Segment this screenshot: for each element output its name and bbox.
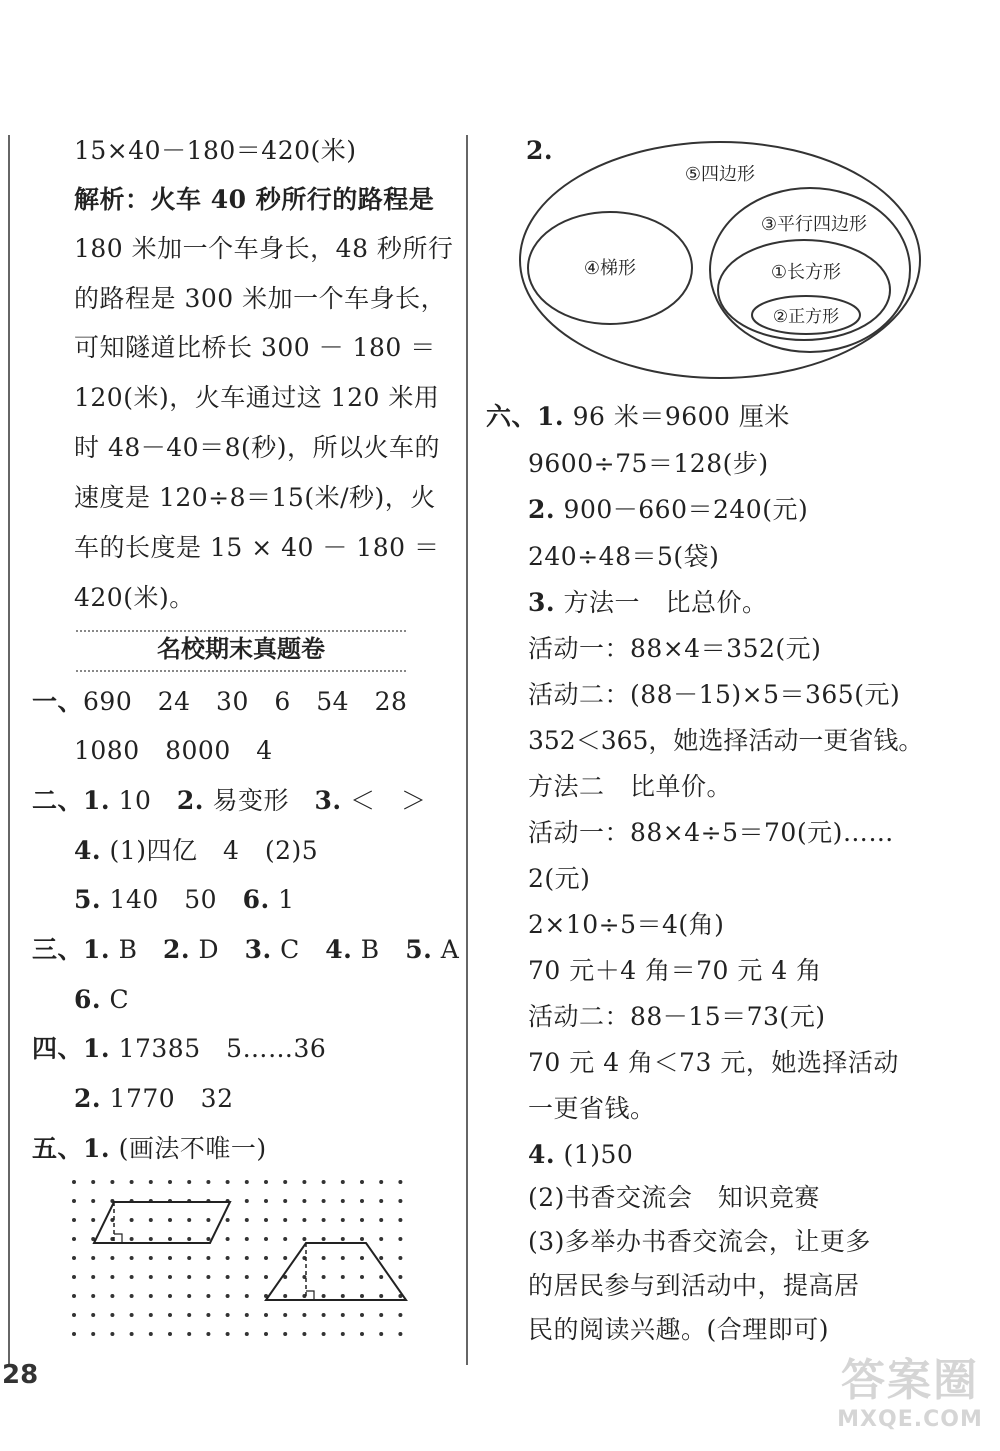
q5-1-num: 1. bbox=[83, 1134, 111, 1163]
grid-dot bbox=[168, 1180, 172, 1184]
grid-dot bbox=[187, 1313, 191, 1317]
grid-dot bbox=[72, 1256, 76, 1260]
grid-dot bbox=[341, 1275, 345, 1279]
grid-dot bbox=[245, 1294, 249, 1298]
column-divider bbox=[466, 135, 468, 1365]
q4-line-b bbox=[74, 1081, 234, 1117]
q6-4-num: 4. bbox=[528, 1140, 556, 1169]
q6-3-line-9: 活动二：88－15＝73(元) bbox=[528, 1002, 826, 1031]
q2-5-ans: 140 50 bbox=[101, 885, 243, 914]
section-divider-bottom bbox=[76, 670, 406, 672]
grid-dot bbox=[149, 1275, 153, 1279]
left-margin-rule bbox=[8, 135, 10, 1365]
grid-dot bbox=[206, 1218, 210, 1222]
q6-4-ans: (1)50 bbox=[555, 1140, 634, 1169]
grid-dot bbox=[91, 1180, 95, 1184]
grid-dot bbox=[283, 1332, 287, 1336]
q3-5-ans: A bbox=[432, 935, 460, 964]
grid-dot bbox=[226, 1332, 230, 1336]
grid-dot bbox=[187, 1256, 191, 1260]
grid-dot bbox=[398, 1180, 402, 1184]
q6-1-ans: 96 米＝9600 厘米 bbox=[564, 402, 790, 431]
q6-3-line-4: 方法二 比单价。 bbox=[528, 772, 733, 801]
grid-dot bbox=[130, 1275, 134, 1279]
grid-dot bbox=[322, 1237, 326, 1241]
grid-dot bbox=[130, 1332, 134, 1336]
grid-dot bbox=[206, 1275, 210, 1279]
grid-dot bbox=[398, 1275, 402, 1279]
grid-dot bbox=[322, 1313, 326, 1317]
grid-dot bbox=[206, 1332, 210, 1336]
grid-dot bbox=[187, 1275, 191, 1279]
q6-3-line-8: 70 元＋4 角＝70 元 4 角 bbox=[528, 956, 822, 985]
q6-3-line-1: 活动一：88×4＝352(元) bbox=[528, 634, 822, 663]
grid-dot bbox=[302, 1218, 306, 1222]
left-line-2 bbox=[74, 182, 434, 218]
grid-dot bbox=[130, 1294, 134, 1298]
q2-6-ans: 1 bbox=[269, 885, 295, 914]
grid-dot bbox=[149, 1218, 153, 1222]
q6-2-num: 2. bbox=[528, 495, 556, 524]
grid-dot bbox=[398, 1332, 402, 1336]
grid-dot bbox=[168, 1275, 172, 1279]
section-title: 名校期末真题卷 bbox=[157, 635, 325, 663]
grid-dot bbox=[302, 1237, 306, 1241]
grid-dot bbox=[168, 1294, 172, 1298]
q1-line-a bbox=[32, 684, 407, 720]
grid-dot bbox=[72, 1199, 76, 1203]
grid-dot bbox=[379, 1313, 383, 1317]
q4-1-ans: 17385 5……36 bbox=[110, 1034, 327, 1063]
grid-dot bbox=[226, 1313, 230, 1317]
venn-label-rectangle: ①长方形 bbox=[770, 262, 842, 283]
q6-2-ans: 900－660＝240(元) bbox=[555, 495, 809, 524]
venn-label-square: ②正方形 bbox=[772, 307, 840, 327]
q6-number: 六、 bbox=[486, 402, 538, 431]
grid-dot bbox=[130, 1218, 134, 1222]
grid-dot bbox=[283, 1180, 287, 1184]
grid-dot bbox=[226, 1256, 230, 1260]
venn-num: 2. bbox=[526, 136, 554, 165]
q6-3-line-7: 2×10÷5＝4(角) bbox=[528, 910, 725, 939]
left-line-7: 时 48－40＝8(秒)，所以火车的 bbox=[74, 433, 440, 462]
grid-dot bbox=[149, 1180, 153, 1184]
grid-dot bbox=[302, 1332, 306, 1336]
grid-dot bbox=[91, 1218, 95, 1222]
q3-2-num: 2. bbox=[162, 935, 191, 964]
q3-4-ans: B bbox=[352, 935, 406, 964]
grid-dot bbox=[283, 1237, 287, 1241]
q1-answers-a: 690 24 30 6 54 28 bbox=[83, 687, 408, 716]
q6-4-line-d: 的居民参与到活动中，提高居 bbox=[528, 1271, 860, 1300]
left-line-10: 420(米)。 bbox=[74, 583, 195, 612]
q2-3-ans: ＜ ＞ bbox=[341, 786, 427, 815]
grid-dot bbox=[360, 1313, 364, 1317]
grid-dot bbox=[341, 1256, 345, 1260]
grid-dot bbox=[110, 1180, 114, 1184]
q6-3-ans: 方法一 比总价。 bbox=[555, 588, 768, 617]
left-line-9: 车的长度是 15 × 40 － 180 ＝ bbox=[74, 533, 440, 562]
grid-dot bbox=[72, 1237, 76, 1241]
q4-line-a bbox=[32, 1031, 326, 1067]
grid-dot bbox=[245, 1275, 249, 1279]
grid-dot bbox=[168, 1313, 172, 1317]
grid-dot bbox=[187, 1237, 191, 1241]
grid-dot bbox=[341, 1313, 345, 1317]
q5-number: 五、 bbox=[32, 1134, 84, 1163]
grid-dot bbox=[360, 1180, 364, 1184]
grid-dot bbox=[149, 1294, 153, 1298]
grid-dot bbox=[245, 1237, 249, 1241]
left-line-6: 120(米)，火车通过这 120 米用 bbox=[74, 383, 440, 412]
q6-line-1 bbox=[486, 399, 790, 435]
q2-2-ans: 易变形 bbox=[204, 786, 315, 815]
grid-dot bbox=[91, 1199, 95, 1203]
grid-dot bbox=[187, 1332, 191, 1336]
q1-number: 一、 bbox=[32, 687, 84, 716]
grid-dot bbox=[110, 1256, 114, 1260]
grid-dot bbox=[130, 1180, 134, 1184]
grid-dot bbox=[379, 1294, 383, 1298]
grid-dot bbox=[322, 1180, 326, 1184]
q6-4-line-b: (2)书香交流会 知识竞赛 bbox=[528, 1183, 820, 1212]
grid-dot bbox=[226, 1275, 230, 1279]
grid-dot bbox=[72, 1332, 76, 1336]
grid-dot bbox=[341, 1180, 345, 1184]
grid-dot bbox=[91, 1275, 95, 1279]
grid-dot bbox=[264, 1199, 268, 1203]
q3-line-b bbox=[74, 982, 129, 1018]
grid-dot bbox=[360, 1218, 364, 1222]
grid-dot bbox=[206, 1294, 210, 1298]
q6-3-line-3: 352＜365，她选择活动一更省钱。 bbox=[528, 726, 924, 755]
grid-dot bbox=[379, 1237, 383, 1241]
grid-dots bbox=[72, 1180, 402, 1336]
q6-3-line-10: 70 元 4 角＜73 元，她选择活动 bbox=[528, 1048, 899, 1077]
q3-3-ans: C bbox=[271, 935, 326, 964]
q6-3-line-2: 活动二：(88－15)×5＝365(元) bbox=[528, 680, 901, 709]
grid-dot bbox=[149, 1332, 153, 1336]
venn-diagram bbox=[510, 140, 930, 385]
grid-dot bbox=[322, 1275, 326, 1279]
grid-dot bbox=[302, 1199, 306, 1203]
q6-1-num: 1. bbox=[537, 402, 565, 431]
q1-line-b: 1080 8000 4 bbox=[74, 736, 273, 765]
grid-dot bbox=[187, 1294, 191, 1298]
venn-label-quadrilateral: ⑤四边形 bbox=[684, 164, 756, 185]
grid-dot bbox=[130, 1313, 134, 1317]
q6-3-line-6: 2(元) bbox=[528, 864, 591, 893]
parallelogram-shape bbox=[94, 1202, 230, 1243]
grid-dot bbox=[91, 1294, 95, 1298]
q4-1-num: 1. bbox=[83, 1034, 111, 1063]
q6-line-3 bbox=[528, 585, 768, 621]
grid-dot bbox=[379, 1332, 383, 1336]
q2-4-num: 4. bbox=[74, 836, 102, 865]
grid-dot bbox=[283, 1256, 287, 1260]
q3-1-ans: B bbox=[110, 935, 163, 964]
trapezoid-right-angle bbox=[306, 1291, 314, 1300]
grid-dot bbox=[264, 1237, 268, 1241]
q6-line-2 bbox=[528, 492, 808, 528]
left-line-3: 180 米加一个车身长，48 秒所行 bbox=[74, 234, 454, 263]
grid-dot bbox=[283, 1313, 287, 1317]
grid-dot bbox=[379, 1218, 383, 1222]
grid-dot bbox=[187, 1218, 191, 1222]
watermark-line-1: 答案圈 bbox=[841, 1355, 979, 1406]
grid-dot bbox=[206, 1237, 210, 1241]
parallelogram-right-angle bbox=[114, 1234, 122, 1243]
grid-dot bbox=[91, 1332, 95, 1336]
q3-number: 三、 bbox=[32, 935, 84, 964]
grid-dot bbox=[283, 1294, 287, 1298]
grid-dot bbox=[168, 1218, 172, 1222]
grid-dot bbox=[226, 1294, 230, 1298]
grid-dot bbox=[322, 1294, 326, 1298]
q2-6-num: 6. bbox=[242, 885, 270, 914]
left-line-5: 可知隧道比桥长 300 － 180 ＝ bbox=[74, 333, 436, 362]
grid-dot bbox=[398, 1199, 402, 1203]
grid-dot bbox=[398, 1256, 402, 1260]
q6-3-line-5: 活动一：88×4÷5＝70(元)…… bbox=[528, 818, 894, 847]
grid-dot bbox=[110, 1275, 114, 1279]
q6-4-line-c: (3)多举办书香交流会，让更多 bbox=[528, 1227, 871, 1256]
grid-dot bbox=[379, 1199, 383, 1203]
dot-grid-figure bbox=[60, 1170, 420, 1340]
q2-4-ans: (1)四亿 4 (2)5 bbox=[101, 836, 319, 865]
q2-1-ans: 10 bbox=[110, 786, 177, 815]
left-line-8: 速度是 120÷8＝15(米/秒)，火 bbox=[74, 483, 436, 512]
q3-line-a bbox=[32, 932, 459, 968]
grid-dot bbox=[72, 1180, 76, 1184]
grid-dot bbox=[360, 1332, 364, 1336]
q2-line-a bbox=[32, 783, 427, 819]
q2-line-b bbox=[74, 833, 318, 869]
grid-dot bbox=[206, 1180, 210, 1184]
grid-dot bbox=[302, 1313, 306, 1317]
grid-dot bbox=[379, 1275, 383, 1279]
grid-dot bbox=[360, 1237, 364, 1241]
q2-3-num: 3. bbox=[314, 786, 342, 815]
grid-dot bbox=[341, 1218, 345, 1222]
q3-2-ans: D bbox=[190, 935, 245, 964]
grid-dot bbox=[130, 1237, 134, 1241]
grid-dot bbox=[264, 1313, 268, 1317]
grid-dot bbox=[72, 1218, 76, 1222]
q3-1-num: 1. bbox=[83, 935, 111, 964]
q3-3-num: 3. bbox=[244, 935, 272, 964]
grid-dot bbox=[110, 1313, 114, 1317]
grid-dot bbox=[72, 1313, 76, 1317]
q5-line-a bbox=[32, 1131, 267, 1167]
q2-1-num: 1. bbox=[83, 786, 111, 815]
q6-line-4 bbox=[528, 1137, 633, 1173]
grid-dot bbox=[283, 1218, 287, 1222]
q2-line-c bbox=[74, 882, 295, 918]
grid-dot bbox=[187, 1180, 191, 1184]
watermark-line-2: MXQE.COM bbox=[837, 1407, 983, 1432]
grid-dot bbox=[245, 1218, 249, 1222]
grid-dot bbox=[245, 1199, 249, 1203]
grid-dot bbox=[379, 1180, 383, 1184]
grid-dot bbox=[72, 1294, 76, 1298]
venn-label-trapezoid: ④梯形 bbox=[583, 258, 637, 279]
q3-5-num: 5. bbox=[405, 935, 433, 964]
grid-dot bbox=[168, 1256, 172, 1260]
grid-dot bbox=[72, 1275, 76, 1279]
venn-label-parallelogram: ③平行四边形 bbox=[760, 214, 868, 235]
grid-dot bbox=[245, 1256, 249, 1260]
grid-dot bbox=[322, 1256, 326, 1260]
trapezoid-shape bbox=[266, 1243, 406, 1300]
grid-dot bbox=[302, 1180, 306, 1184]
q2-number: 二、 bbox=[32, 786, 84, 815]
grid-dot bbox=[341, 1332, 345, 1336]
grid-dot bbox=[130, 1256, 134, 1260]
grid-dot bbox=[206, 1256, 210, 1260]
q6-line-2b: 240÷48＝5(袋) bbox=[528, 542, 720, 571]
grid-dot bbox=[398, 1237, 402, 1241]
q2-5-num: 5. bbox=[74, 885, 102, 914]
q3-4-num: 4. bbox=[325, 935, 353, 964]
q3-6-ans: C bbox=[101, 985, 130, 1014]
grid-dot bbox=[379, 1256, 383, 1260]
grid-dot bbox=[168, 1332, 172, 1336]
grid-dot bbox=[110, 1332, 114, 1336]
grid-dot bbox=[264, 1256, 268, 1260]
grid-dot bbox=[341, 1294, 345, 1298]
grid-dot bbox=[149, 1237, 153, 1241]
grid-dot bbox=[360, 1294, 364, 1298]
grid-dot bbox=[398, 1313, 402, 1317]
grid-dot bbox=[91, 1313, 95, 1317]
grid-dot bbox=[91, 1256, 95, 1260]
grid-dot bbox=[264, 1275, 268, 1279]
left-line-4: 的路程是 300 米加一个车身长， bbox=[74, 284, 447, 313]
grid-dot bbox=[322, 1332, 326, 1336]
grid-dot bbox=[360, 1256, 364, 1260]
grid-dot bbox=[341, 1199, 345, 1203]
q6-3-line-11: 一更省钱。 bbox=[528, 1094, 656, 1123]
grid-dot bbox=[264, 1332, 268, 1336]
watermark-logo bbox=[830, 1355, 990, 1445]
grid-dot bbox=[245, 1180, 249, 1184]
page-number: 28 bbox=[2, 1360, 39, 1390]
grid-dot bbox=[398, 1218, 402, 1222]
q2-2-num: 2. bbox=[176, 786, 204, 815]
grid-dot bbox=[360, 1275, 364, 1279]
grid-dot bbox=[226, 1237, 230, 1241]
q6-line-1b: 9600÷75＝128(步) bbox=[528, 449, 769, 478]
grid-dot bbox=[283, 1199, 287, 1203]
q5-1-ans: (画法不唯一) bbox=[110, 1134, 267, 1163]
grid-dot bbox=[149, 1313, 153, 1317]
grid-dot bbox=[264, 1218, 268, 1222]
analysis-text: 解析：火车 40 秒所行的路程是 bbox=[74, 185, 435, 214]
grid-dot bbox=[245, 1313, 249, 1317]
grid-dot bbox=[226, 1218, 230, 1222]
grid-dot bbox=[206, 1313, 210, 1317]
q4-2-num: 2. bbox=[74, 1084, 102, 1113]
grid-dot bbox=[226, 1180, 230, 1184]
q4-number: 四、 bbox=[32, 1034, 84, 1063]
grid-dot bbox=[322, 1218, 326, 1222]
grid-dot bbox=[360, 1199, 364, 1203]
q4-2-ans: 1770 32 bbox=[101, 1084, 234, 1113]
left-line-1: 15×40－180＝420(米) bbox=[74, 136, 357, 165]
grid-dot bbox=[264, 1180, 268, 1184]
grid-dot bbox=[168, 1237, 172, 1241]
grid-dot bbox=[110, 1294, 114, 1298]
grid-dot bbox=[149, 1256, 153, 1260]
grid-dot bbox=[322, 1199, 326, 1203]
q6-3-num: 3. bbox=[528, 588, 556, 617]
q3-6-num: 6. bbox=[74, 985, 102, 1014]
grid-dot bbox=[341, 1237, 345, 1241]
grid-dot bbox=[245, 1332, 249, 1336]
q6-4-line-e: 民的阅读兴趣。(合理即可) bbox=[528, 1315, 830, 1344]
